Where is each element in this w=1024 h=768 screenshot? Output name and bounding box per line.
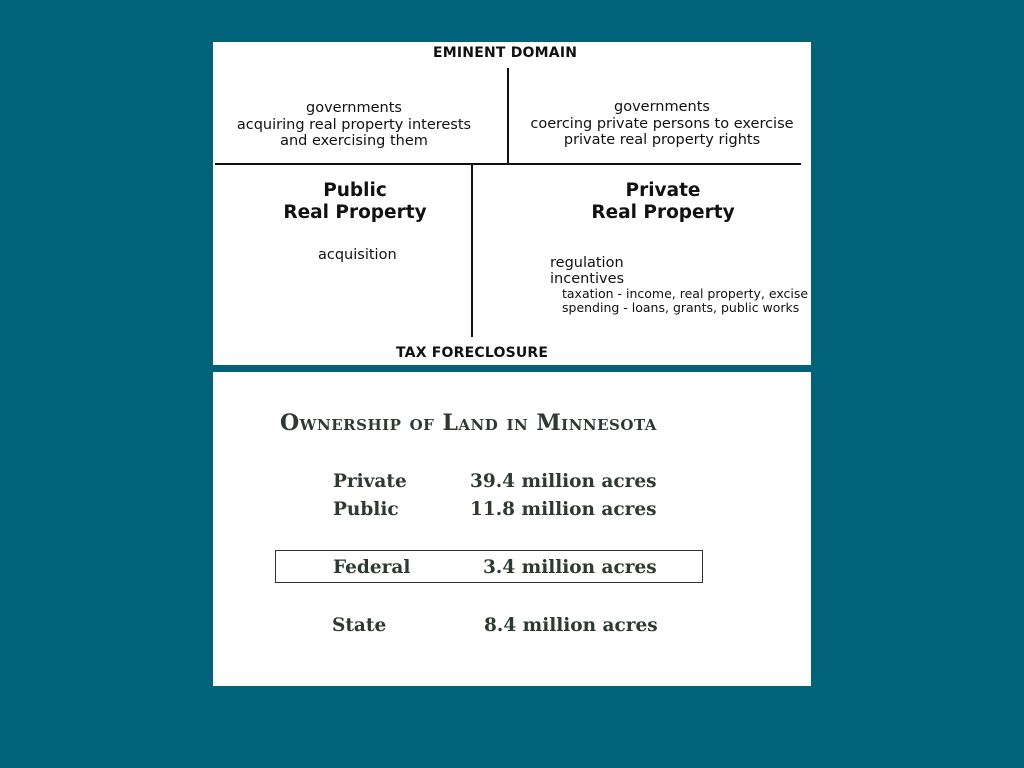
upper-right-line: governments <box>614 99 710 115</box>
public-acquisition: acquisition <box>318 247 397 263</box>
upper-right-text <box>517 99 807 149</box>
private-real-property-title <box>563 180 763 224</box>
land-ownership-panel <box>213 372 811 686</box>
private-spending: spending - loans, grants, public works <box>562 300 800 315</box>
private-taxation: taxation - income, real property, excise <box>562 286 809 301</box>
private-incentives: incentives <box>550 271 625 287</box>
upper-left-text <box>225 100 483 150</box>
private-title-line: Real Property <box>591 202 735 223</box>
public-title-line: Real Property <box>283 202 427 223</box>
public-real-property-title <box>255 180 455 224</box>
public-title-line: Public <box>323 180 387 201</box>
row-label-state: State <box>332 615 387 636</box>
upper-right-line: coercing private persons to exercise <box>530 115 794 132</box>
upper-left-line: acquiring real property interests <box>236 116 472 133</box>
tax-foreclosure-label: TAX FORECLOSURE <box>396 345 549 361</box>
row-label-federal: Federal <box>333 557 411 578</box>
upper-vertical-divider <box>507 68 509 164</box>
row-value-state: 8.4 million acres <box>484 615 658 636</box>
horizontal-divider <box>215 163 801 165</box>
private-regulation: regulation <box>550 255 624 271</box>
upper-right-line: private real property rights <box>563 132 761 148</box>
ownership-title: Ownership of Land in Minnesota <box>280 410 657 436</box>
row-label-private: Private <box>333 471 407 492</box>
eminent-domain-label: EMINENT DOMAIN <box>433 45 578 61</box>
row-label-public: Public <box>333 499 399 520</box>
upper-left-line: and exercising them <box>280 133 428 149</box>
eminent-domain-diagram <box>213 42 811 365</box>
private-title-line: Private <box>625 180 701 201</box>
row-value-private: 39.4 million acres <box>470 471 657 492</box>
row-value-federal: 3.4 million acres <box>483 557 657 578</box>
lower-vertical-divider <box>471 164 473 337</box>
upper-left-line: governments <box>306 100 402 116</box>
row-value-public: 11.8 million acres <box>470 499 657 520</box>
